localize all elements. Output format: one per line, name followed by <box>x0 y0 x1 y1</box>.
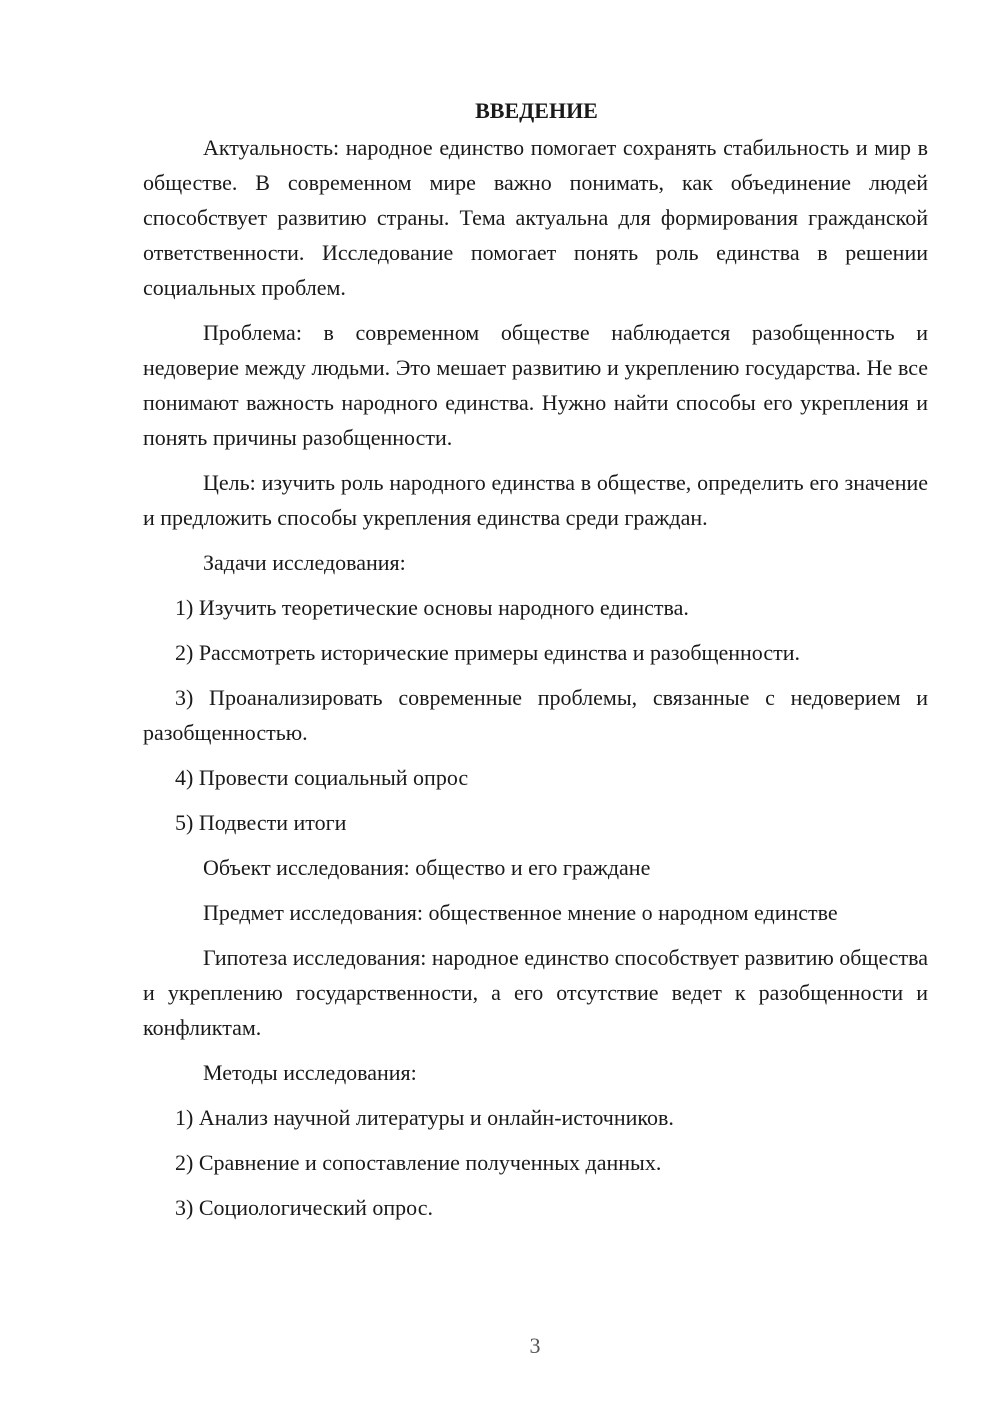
method-item: 1) Анализ научной литературы и онлайн-источников. <box>175 1105 674 1130</box>
methods-heading: Методы исследования: <box>203 1060 417 1085</box>
method-item: 2) Сравнение и сопоставление полученных данных. <box>175 1150 662 1175</box>
hypothesis-paragraph: Гипотеза исследования: народное единство способствует развитию общества и укреплению государственности, а его отсутствие ведет к разобщенности и конфликтам. <box>143 945 928 1040</box>
page-number: 3 <box>529 1333 541 1358</box>
page-title: ВВЕДЕНИЕ <box>475 98 598 123</box>
task-item: 4) Провести социальный опрос <box>175 765 469 790</box>
task-item: 1) Изучить теоретические основы народного единства. <box>175 595 689 620</box>
task-item: 3) Проанализировать современные проблемы, связанные с недоверием и разобщенностью. <box>143 685 928 745</box>
problem-paragraph: Проблема: в современном обществе наблюдается разобщенность и недоверие между людьми. Это мешает развитию и укреплению государства. Не все понимают важность народного единства. Нужно найти способы его укрепления и понять причины разобщенности. <box>143 320 928 450</box>
task-item: 2) Рассмотреть исторические примеры единства и разобщенности. <box>175 640 801 665</box>
method-item: 3) Социологический опрос. <box>175 1195 433 1220</box>
relevance-paragraph: Актуальность: народное единство помогает сохранять стабильность и мир в обществе. В современном мире важно понимать, как объединение людей способствует развитию страны. Тема актуальна для формирования гражданской ответственности. Исследование помогает понять роль единства в решении социальных проблем. <box>143 135 928 300</box>
page-content <box>143 93 928 1235</box>
tasks-heading: Задачи исследования: <box>203 550 406 575</box>
object-paragraph: Объект исследования: общество и его граждане <box>203 855 651 880</box>
task-item: 5) Подвести итоги <box>175 810 347 835</box>
subject-paragraph: Предмет исследования: общественное мнение о народном единстве <box>203 900 838 925</box>
goal-paragraph: Цель: изучить роль народного единства в обществе, определить его значение и предложить способы укрепления единства среди граждан. <box>143 470 928 530</box>
